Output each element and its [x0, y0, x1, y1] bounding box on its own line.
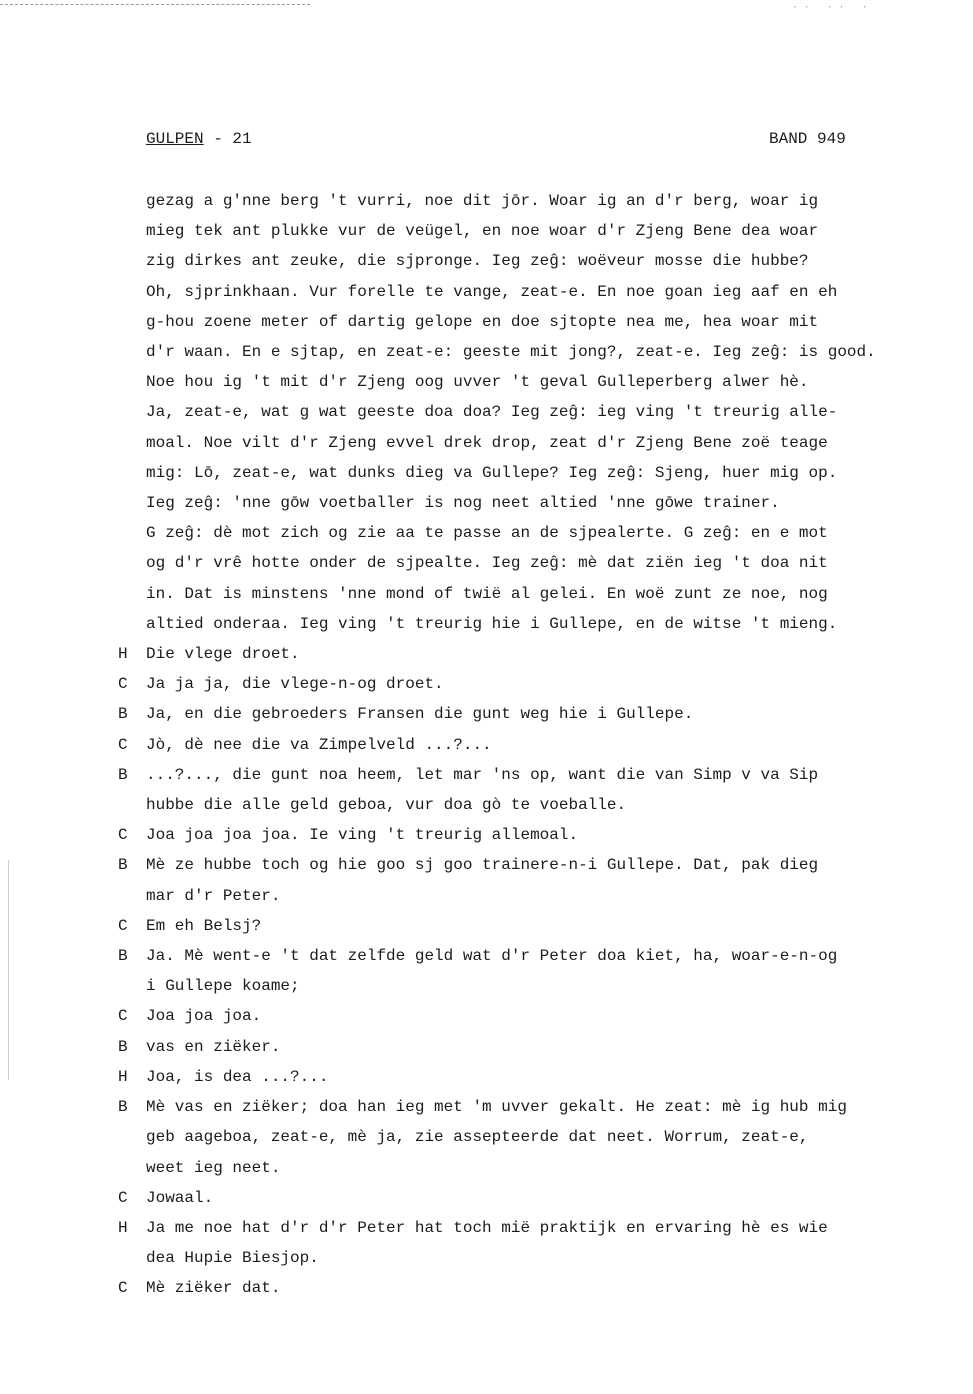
utterance-line: Ja me noe hat d'r d'r Peter hat toch mië praktijk en ervaring hè es wie: [146, 1218, 828, 1237]
intro-line: mieg tek ant plukke vur de veügel, en noe woar d'r Zjeng Bene dea woar: [146, 222, 819, 241]
dialogue-turn: [118, 850, 918, 910]
intro-line: moal. Noe vilt d'r Zjeng evvel drek drop, zeat d'r Zjeng Bene zoë teage: [146, 433, 828, 452]
utterance-line: dea Hupie Biesjop.: [146, 1249, 319, 1268]
speaker-label: H: [118, 1218, 128, 1237]
transcript-body: [118, 186, 918, 1304]
dialogue-list: [118, 639, 918, 1303]
utterance-line: Ja. Mè went-e 't dat zelfde geld wat d'r Peter doa kiet, ha, woar-e-n-og: [146, 947, 838, 966]
dialogue-turn: [118, 730, 918, 760]
speaker-label: B: [118, 1098, 128, 1117]
intro-line: g-hou zoene meter of dartig gelope en doe sjtopte nea me, hea woar mit: [146, 312, 819, 331]
speaker-label: H: [118, 645, 128, 664]
dialogue-turn: [118, 1032, 918, 1062]
speaker-label: B: [118, 947, 128, 966]
dialogue-turn: [118, 669, 918, 699]
scan-top-line: [0, 4, 310, 5]
speaker-label: H: [118, 1067, 128, 1086]
speaker-label: C: [118, 1188, 128, 1207]
utterance-line: Mè ziëker dat.: [146, 1279, 281, 1298]
utterance-line: Mè ze hubbe toch og hie goo sj goo trainere-n-i Gullepe. Dat, pak dieg: [146, 856, 819, 875]
utterance-line: Joa joa joa joa. Ie ving 't treurig allemoal.: [146, 826, 579, 845]
dialogue-turn: [118, 820, 918, 850]
utterance-line: Jò, dè nee die va Zimpelveld ...?...: [146, 735, 492, 754]
dialogue-turn: [118, 1001, 918, 1031]
utterance-line: weet ieg neet.: [146, 1158, 281, 1177]
utterance-line: Ja ja ja, die vlege-n-og droet.: [146, 675, 444, 694]
speaker-label: C: [118, 735, 128, 754]
dialogue-turn: [118, 1273, 918, 1303]
intro-line: Ja, zeat-e, wat g wat geeste doa doa? Ieg zeĝ: ieg ving 't treurig alle-: [146, 403, 838, 422]
utterance-line: vas en ziëker.: [146, 1037, 281, 1056]
dialogue-turn: [118, 699, 918, 729]
dialogue-turn: [118, 760, 918, 820]
dialogue-turn: [118, 639, 918, 669]
header-page-label: - 21: [213, 130, 252, 148]
utterance-line: Die vlege droet.: [146, 645, 300, 664]
utterance-line: Mè vas en ziëker; doa han ieg met 'm uvver gekalt. He zeat: mè ig hub mig: [146, 1098, 847, 1117]
intro-line: mig: Lō, zeat-e, wat dunks dieg va Gullepe? Ieg zeĝ: Sjeng, huer mig op.: [146, 463, 838, 482]
utterance-line: Joa, is dea ...?...: [146, 1067, 329, 1086]
intro-line: G zeĝ: dè mot zich og zie aa te passe an de sjpealerte. G zeĝ: en e mot: [146, 524, 828, 543]
utterance-line: Joa joa joa.: [146, 1007, 262, 1026]
intro-line: d'r waan. En e sjtap, en zeat-e: geeste mit jong?, zeat-e. Ieg zeĝ: is good.: [146, 343, 876, 362]
utterance-line: geb aageboa, zeat-e, mè ja, zie assepteerde dat neet. Worrum, zeat-e,: [146, 1128, 809, 1147]
header-band: BAND 949: [769, 130, 846, 148]
utterance-line: Em eh Belsj?: [146, 916, 262, 935]
speaker-label: C: [118, 675, 128, 694]
intro-line: Ieg zeĝ: 'nne gōw voetballer is nog neet altied 'nne gōwe trainer.: [146, 494, 780, 513]
utterance-line: Ja, en die gebroeders Fransen die gunt weg hie i Gullepe.: [146, 705, 694, 724]
utterance-line: hubbe die alle geld geboa, vur doa gò te voeballe.: [146, 796, 627, 815]
header-left: [146, 130, 252, 148]
intro-line: zig dirkes ant zeuke, die sjpronge. Ieg zeĝ: woëveur mosse die hubbe?: [146, 252, 809, 271]
intro-line: og d'r vrê hotte onder de sjpealte. Ieg zeĝ: mè dat ziën ieg 't doa nit: [146, 554, 828, 573]
dialogue-turn: [118, 1092, 918, 1183]
dialogue-turn: [118, 1213, 918, 1273]
speaker-label: B: [118, 1037, 128, 1056]
margin-mark: [8, 860, 9, 1080]
speaker-label: C: [118, 826, 128, 845]
utterance-line: i Gullepe koame;: [146, 977, 300, 996]
intro-paragraph: [118, 186, 918, 639]
intro-line: in. Dat is minstens 'nne mond of twië al gelei. En woë zunt ze noe, nog: [146, 584, 828, 603]
speaker-label: B: [118, 765, 128, 784]
intro-line: Noe hou ig 't mit d'r Zjeng oog uvver 't geval Gulleperberg alwer hè.: [146, 373, 809, 392]
dialogue-turn: [118, 911, 918, 941]
intro-line: gezag a g'nne berg 't vurri, noe dit jōr. Woar ig an d'r berg, woar ig: [146, 192, 819, 210]
utterance-line: ...?..., die gunt noa heem, let mar 'ns op, want die van Simp v va Sip: [146, 765, 819, 784]
intro-line: Oh, sjprinkhaan. Vur forelle te vange, zeat-e. En noe goan ieg aaf en eh: [146, 282, 838, 301]
dialogue-turn: [118, 1062, 918, 1092]
intro-line: altied onderaa. Ieg ving 't treurig hie i Gullepe, en de witse 't mieng.: [146, 614, 838, 633]
speaker-label: B: [118, 705, 128, 724]
scan-specks: ·· ·· ·: [791, 2, 873, 14]
speaker-label: C: [118, 1279, 128, 1298]
dialogue-turn: [118, 941, 918, 1001]
utterance-line: Jowaal.: [146, 1188, 214, 1207]
speaker-label: C: [118, 916, 128, 935]
speaker-label: C: [118, 1007, 128, 1026]
dialogue-turn: [118, 1183, 918, 1213]
utterance-line: mar d'r Peter.: [146, 886, 281, 905]
header-place: GULPEN: [146, 130, 204, 148]
speaker-label: B: [118, 856, 128, 875]
